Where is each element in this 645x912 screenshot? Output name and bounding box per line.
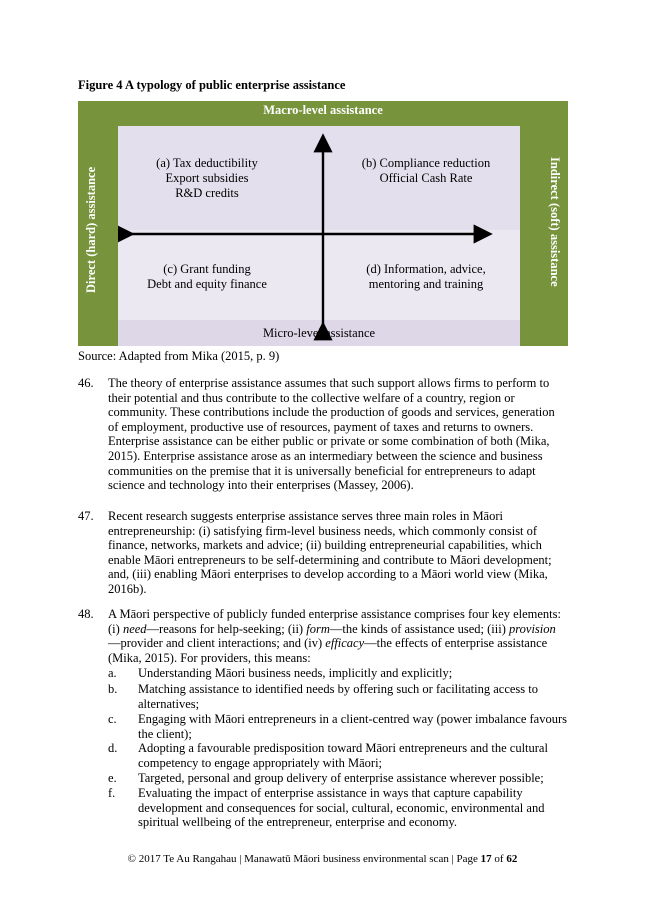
list-letter: c. (108, 712, 117, 726)
list-item-a (78, 666, 568, 681)
paragraph-number: 48. (78, 607, 94, 621)
quadrant-d-line: (d) Information, advice, (366, 262, 486, 276)
list-letter: b. (108, 682, 118, 696)
paragraph-46 (78, 376, 568, 493)
list-letter: a. (108, 666, 117, 680)
quadrant-b-line: Official Cash Rate (379, 171, 473, 185)
quadrant-c-line: Debt and equity finance (147, 277, 267, 291)
quadrant-area (118, 126, 520, 346)
text-segment: A Māori perspective of publicly funded enterprise assistance comprises four key elements: (i) (108, 607, 561, 636)
list-item-d (78, 741, 568, 770)
text-segment: —the kinds of assistance used; (iii) (329, 621, 509, 636)
page-total: 62 (506, 853, 518, 865)
direct-assistance-label: Direct (hard) assistance (84, 166, 98, 293)
page-footer (0, 853, 645, 865)
paragraph-number: 47. (78, 509, 94, 523)
quadrant-a-line: (a) Tax deductibility (156, 156, 258, 170)
micro-level-label: Micro-level assistance (262, 326, 376, 340)
paragraph-48 (78, 607, 568, 665)
list-text: Adopting a favourable predisposition toward Māori entrepreneurs and the cultural competency to engage appropriately with Māori; (138, 741, 548, 770)
quadrant-a-line: R&D credits (175, 186, 239, 200)
term-form: form (306, 621, 330, 636)
paragraph-text (108, 607, 568, 665)
list-text: Targeted, personal and group delivery of enterprise assistance wherever possible; (138, 771, 544, 785)
quadrant-d-line: mentoring and training (368, 277, 484, 291)
footer-of: of (491, 853, 507, 865)
list-letter: d. (108, 741, 118, 755)
list-item-e (78, 771, 568, 786)
page-number: 17 (480, 853, 492, 865)
paragraph-47 (78, 509, 568, 597)
list-text: Understanding Māori business needs, implicitly and explicitly; (138, 666, 453, 680)
paragraph-number: 46. (78, 376, 94, 390)
list-letter: e. (108, 771, 117, 785)
quadrant-c-line: (c) Grant funding (163, 262, 251, 276)
list-item-f (78, 786, 568, 830)
paragraph-text: The theory of enterprise assistance assumes that such support allows firms to perform to their potential and thus contribute to the collective welfare of a country, region or community. These contributions include the production of goods and services, generation of employment, productive use of resources, payment of taxes and returns to owners. Enterprise assistance can be either public or private or some combination of both (Mika, 2015). Enterprise assistance arose as an intermediary between the science and business communities on the premise that it is universally beneficial for entrepreneurs to adapt science and technology into their enterprises (Massey, 2006). (108, 376, 555, 493)
macro-level-label: Macro-level assistance (263, 103, 383, 117)
term-need: need (122, 621, 147, 636)
axes-arrows (118, 126, 520, 346)
typology-figure (78, 101, 568, 346)
text-segment: —provider and client interactions; and (iv) (108, 636, 326, 651)
quadrant-b-line: (b) Compliance reduction (361, 156, 491, 170)
indirect-assistance-label: Indirect (soft) assistance (548, 157, 562, 287)
list-letter: f. (108, 786, 116, 800)
list-item-b (78, 682, 568, 711)
list-item-c (78, 712, 568, 741)
quadrant-a-line: Export subsidies (165, 171, 249, 185)
term-provision: provision (509, 621, 556, 636)
list-text: Evaluating the impact of enterprise assistance in ways that capture capability development and consequences for social, cultural, economic, environmental and spiritual wellbeing of the entrepreneur, enterprise and economy. (138, 786, 545, 830)
term-efficacy: efficacy (325, 636, 365, 651)
figure-title: Figure 4 A typology of public enterprise assistance (78, 78, 346, 92)
text-segment: —the effects of enterprise assistance (Mika, 2015). For providers, this means: (108, 636, 548, 665)
figure-source: Source: Adapted from Mika (2015, p. 9) (78, 349, 280, 363)
list-text: Matching assistance to identified needs by offering such or facilitating access to alternatives; (138, 682, 538, 711)
paragraph-text: Recent research suggests enterprise assistance serves three main roles in Māori entrepreneurship: (i) satisfying firm-level business needs, which commonly consist of finance, networks, markets and advice; (ii) building entrepreneurial capabilities, which enable Māori entrepreneurs to be self-determining and contribute to Māori development; and, (iii) enabling Māori enterprises to develop according to a Māori world view (Mika, 2016b). (108, 509, 552, 596)
list-text: Engaging with Māori entrepreneurs in a client-centred way (power imbalance favours the client); (138, 712, 567, 741)
footer-text: © 2017 Te Au Rangahau | Manawatū Māori business environmental scan | Page (127, 853, 481, 865)
text-segment: —reasons for help-seeking; (ii) (146, 621, 307, 636)
